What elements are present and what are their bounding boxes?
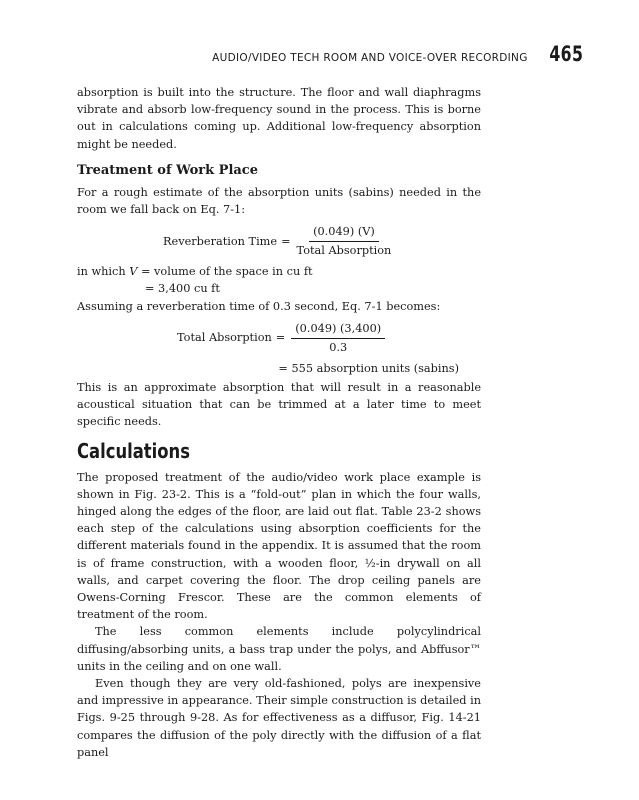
equation2-denominator: 0.3 (329, 340, 348, 354)
in-which-prefix: in which (77, 265, 130, 279)
equation2-numerator: (0.049) (3,400) (291, 321, 385, 339)
equation1-fraction (297, 224, 392, 259)
in-which-variable: V (129, 265, 138, 279)
approx-paragraph: This is an approximate absorption that will result in a reasonable acoustical situation that can be trimmed at a later time to meet specific needs. (77, 381, 481, 429)
equation2-equals: = (275, 331, 286, 345)
running-title: AUDIO/VIDEO TECH ROOM AND VOICE-OVER RECORDING (212, 52, 528, 64)
equation1-equals: = (281, 234, 291, 248)
page-number: 465 (548, 42, 583, 66)
equation1-lhs: Reverberation Time (163, 234, 278, 248)
calculations-paragraph-2: The less common elements include polycylindrical diffusing/absorbing units, a bass trap under the polys, and Abffusor™ units in the ceiling and on one wall. (77, 625, 481, 673)
equation-reverberation-time (163, 224, 481, 259)
result-line: = 555 absorption units (sabins) (278, 361, 459, 375)
equation2-fraction (291, 321, 385, 356)
intro-paragraph: absorption is built into the structure. The floor and wall diaphragms vibrate and absorb low-frequency sound in the process. This is borne out in calculations coming up. Additional low-frequency absorption might be needed. (77, 86, 481, 151)
equation1-denominator: Total Absorption (296, 244, 392, 258)
running-head (212, 42, 583, 66)
assuming-paragraph: Assuming a reverberation time of 0.3 second, Eq. 7-1 becomes: (77, 299, 441, 313)
subheading-treatment: Treatment of Work Place (77, 162, 258, 178)
page-body (77, 84, 481, 761)
volume-line: = 3,400 cu ft (145, 282, 220, 296)
in-which-rest: = volume of the space in cu ft (137, 265, 313, 279)
equation2-lhs: Total Absorption (177, 331, 272, 345)
in-which-line (77, 263, 481, 280)
section-heading-calculations: Calculations (77, 438, 190, 463)
equation-total-absorption (177, 321, 481, 356)
calculations-paragraph-3: Even though they are very old-fashioned, polys are inexpensive and impressive in appearance. Their simple construction is detailed in Figs. 9-25 through 9-28. As for effectiveness as a diffusor, Fig. 14-21 compares the diffusion of the poly directly with the diffusion of a flat panel (77, 677, 481, 759)
equation1-numerator: (0.049) (V) (309, 224, 379, 242)
calculations-paragraph-1: The proposed treatment of the audio/video work place example is shown in Fig. 23-2. This is a “fold-out” plan in which the four walls, hinged along the edges of the floor, are laid out flat. Table 23-2 shows each step of the calculations using absorption coefficients for the different materials found in the appendix. It is assumed that the room is of frame construction, with a wooden floor, ½-in drywall on all walls, and carpet covering the floor. The drop ceiling panels are Owens-Corning Frescor. These are the common elements of treatment of the room. (77, 470, 481, 622)
estimate-paragraph: For a rough estimate of the absorption units (sabins) needed in the room we fall back on Eq. 7-1: (77, 185, 481, 217)
